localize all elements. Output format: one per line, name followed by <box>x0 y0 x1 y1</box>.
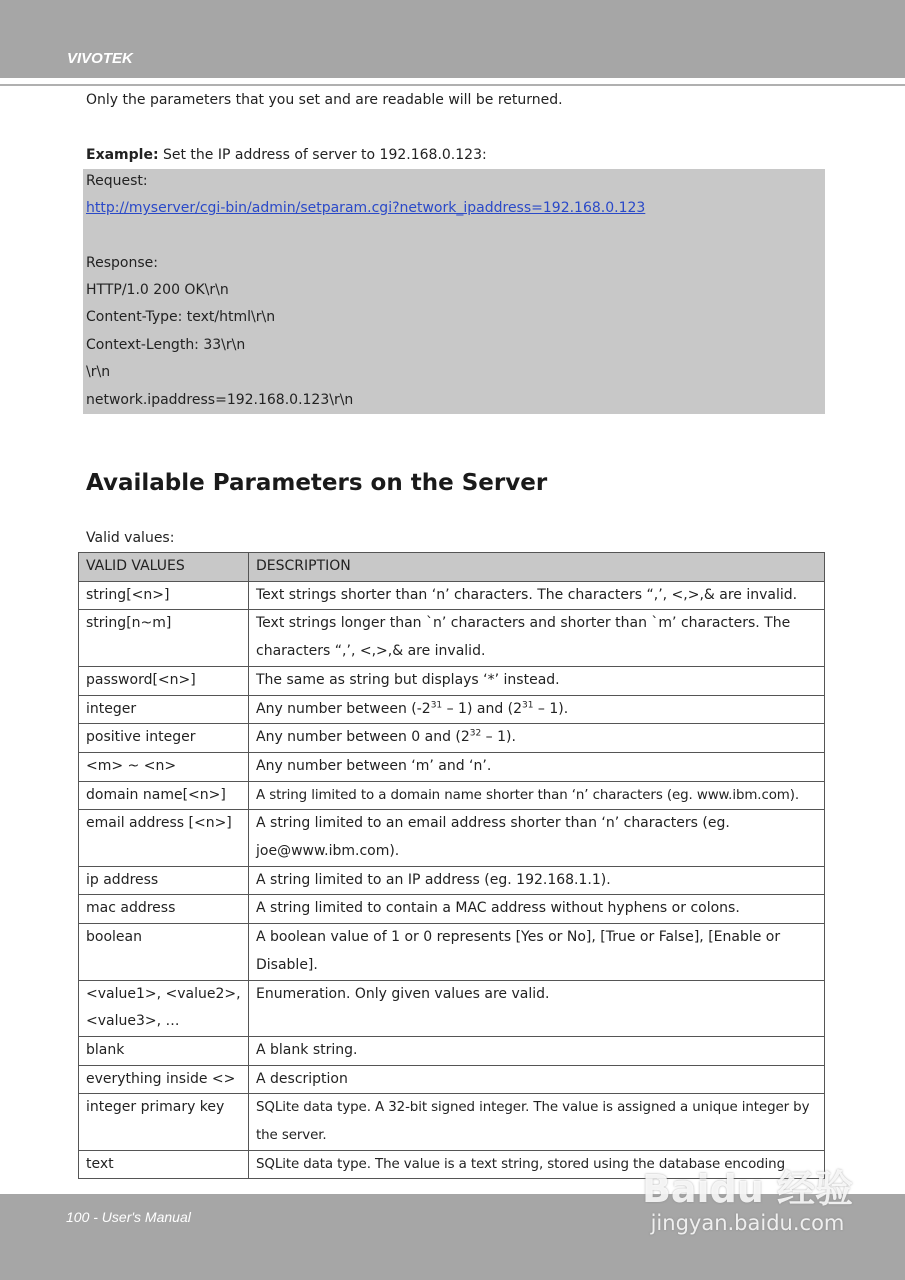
cell-value: boolean <box>79 924 249 980</box>
cell-description: A string limited to contain a MAC address without hyphens or colons. <box>249 895 825 924</box>
example-label: Example: <box>86 147 159 163</box>
response-line: network.ipaddress=192.168.0.123\r\n <box>86 392 354 408</box>
example-heading <box>86 145 487 165</box>
desc-part: Any number between (-2 <box>256 700 431 717</box>
cell-description <box>249 724 825 753</box>
cell-description: SQLite data type. A 32-bit signed integer. The value is assigned a unique integer by the server. <box>249 1094 825 1150</box>
desc-part: Any number between 0 and (2 <box>256 729 470 746</box>
cell-description: A string limited to a domain name shorter than ‘n’ characters (eg. www.ibm.com). <box>249 781 825 810</box>
exponent: 31 <box>522 699 534 710</box>
response-line: Context-Length: 33\r\n <box>86 337 246 353</box>
table-row <box>79 724 825 753</box>
page-number: 100 - User's Manual <box>66 1209 191 1225</box>
cell-description: A string limited to an email address shorter than ‘n’ characters (eg. joe@www.ibm.com). <box>249 810 825 866</box>
cell-value: string[n~m] <box>79 610 249 666</box>
cell-value: domain name[<n>] <box>79 781 249 810</box>
baidu-watermark <box>640 1168 855 1248</box>
response-line: HTTP/1.0 200 OK\r\n <box>86 282 229 298</box>
response-line: Content-Type: text/html\r\n <box>86 309 276 325</box>
cell-value: mac address <box>79 895 249 924</box>
cell-description: A boolean value of 1 or 0 represents [Yes or No], [True or False], [Enable or Disable]. <box>249 924 825 980</box>
valid-values-label: Valid values: <box>86 530 175 546</box>
desc-part: – 1). <box>533 700 569 717</box>
table-row <box>79 866 825 895</box>
table-header-row <box>79 553 825 582</box>
cell-value: blank <box>79 1036 249 1065</box>
watermark-url: jingyan.baidu.com <box>650 1211 845 1235</box>
cell-value: ip address <box>79 866 249 895</box>
table-row <box>79 781 825 810</box>
cell-value: <m> ~ <n> <box>79 752 249 781</box>
watermark-logo: Baidu 经验 <box>641 1167 854 1211</box>
header-valid-values: VALID VALUES <box>79 553 249 582</box>
table-row <box>79 1094 825 1150</box>
table-row <box>79 1036 825 1065</box>
table-row <box>79 695 825 724</box>
cell-value: everything inside <> <box>79 1065 249 1094</box>
desc-part: – 1) and (2 <box>442 700 523 717</box>
cell-value: email address [<n>] <box>79 810 249 866</box>
cell-description: Any number between ‘m’ and ‘n’. <box>249 752 825 781</box>
desc-part: – 1). <box>481 729 516 746</box>
exponent: 32 <box>469 728 482 739</box>
valid-values-table <box>78 552 825 1179</box>
request-url-link[interactable]: http://myserver/cgi-bin/admin/setparam.cgi?network_ipaddress=192.168.0.123 <box>86 200 646 216</box>
cell-description: Text strings longer than `n’ characters and shorter than `m’ characters. The characters “,’, <,>,& are invalid. <box>249 610 825 666</box>
header-description: DESCRIPTION <box>249 553 825 582</box>
cell-description: Text strings shorter than ‘n’ characters. The characters “,’, <,>,& are invalid. <box>249 581 825 610</box>
table-row <box>79 980 825 1036</box>
table-row <box>79 610 825 666</box>
cell-value: integer primary key <box>79 1094 249 1150</box>
example-code-box <box>83 169 825 414</box>
cell-description: A blank string. <box>249 1036 825 1065</box>
table-row <box>79 581 825 610</box>
cell-description <box>249 695 825 724</box>
table-row <box>79 810 825 866</box>
cell-value: password[<n>] <box>79 666 249 695</box>
cell-value: string[<n>] <box>79 581 249 610</box>
page-header <box>0 0 905 78</box>
cell-value: integer <box>79 695 249 724</box>
table-row <box>79 924 825 980</box>
table-row <box>79 752 825 781</box>
table-row <box>79 895 825 924</box>
cell-description: Enumeration. Only given values are valid. <box>249 980 825 1036</box>
exponent: 31 <box>430 699 443 710</box>
cell-description: A string limited to an IP address (eg. 192.168.1.1). <box>249 866 825 895</box>
response-line: \r\n <box>86 364 111 380</box>
section-title: Available Parameters on the Server <box>86 470 548 496</box>
response-label: Response: <box>86 255 158 271</box>
cell-description: The same as string but displays ‘*’ instead. <box>249 666 825 695</box>
brand-logo: VIVOTEK <box>67 50 133 67</box>
cell-value: positive integer <box>79 724 249 753</box>
table-row <box>79 1065 825 1094</box>
request-label: Request: <box>86 173 148 189</box>
cell-value: text <box>79 1150 249 1179</box>
cell-value: <value1>, <value2>, <value3>, … <box>79 980 249 1036</box>
intro-text: Only the parameters that you set and are readable will be returned. <box>86 92 563 108</box>
example-text: Set the IP address of server to 192.168.0.123: <box>158 147 487 163</box>
cell-description: SQLite data type. The value is a text string, stored using the database encoding <box>249 1150 825 1179</box>
cell-description: A description <box>249 1065 825 1094</box>
table-row <box>79 666 825 695</box>
header-divider <box>0 84 905 86</box>
